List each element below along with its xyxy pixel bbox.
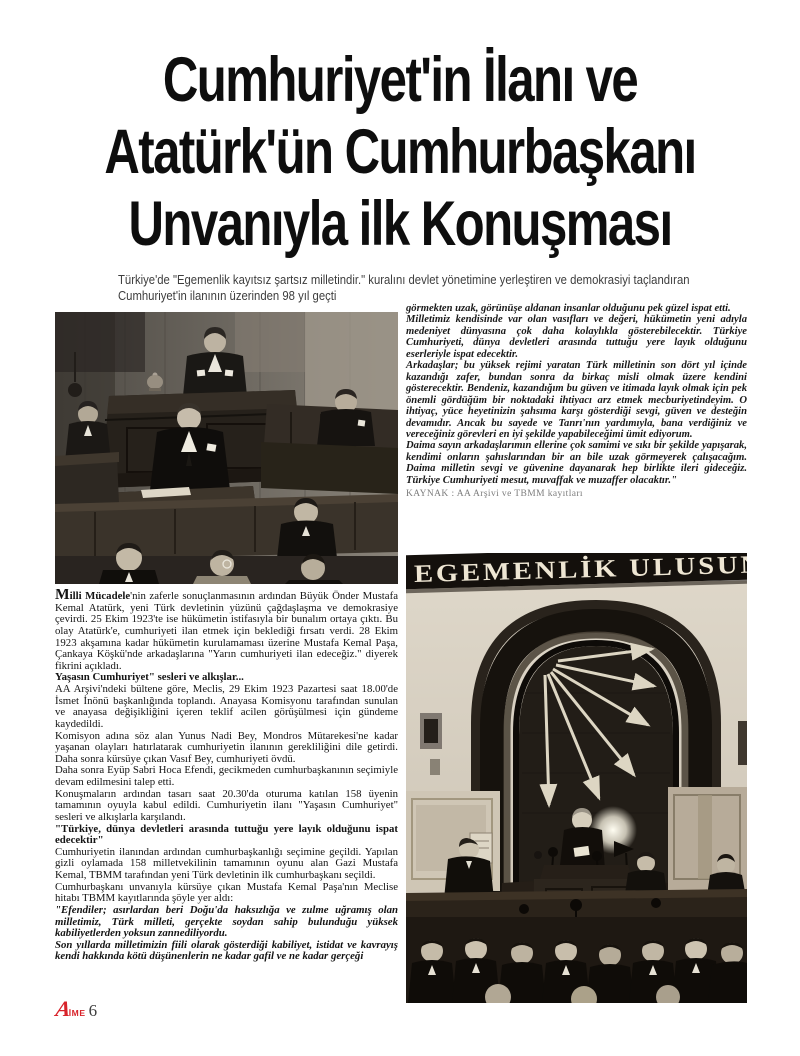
audience-rows (406, 917, 747, 1003)
article-subhead: Yaşasın Cumhuriyet" sesleri ve alkışlar... (55, 671, 244, 684)
drop-cap: M (55, 589, 70, 603)
logo-text: İME (68, 1008, 86, 1018)
rostrum-photo-illustration (406, 553, 747, 1003)
headline-line-3: Unvanıyla ilk Konuşması (128, 189, 672, 259)
assembly-photo-illustration (55, 312, 398, 584)
middle-bench-row (55, 494, 398, 560)
article-subhead: "Türkiye, dünya devletleri arasında tuttuğu yere layık olduğunu ispat edecektir" (55, 822, 398, 847)
lead-bold-text: illi Mücadele (69, 590, 131, 602)
article-paragraph: Komisyon adına söz alan Yunus Nadi Bey, Mondros Mütarekesi'ne kadar yaşanan olayları hatırlatarak cumhuriyetin ilanının gerekliliğini dile getirdi. Daha sonra kürsüye çıkan Vasıf Bey, cumhuriyeti övdü. (55, 729, 398, 765)
photo-egemenlik-rostrum (406, 553, 747, 1003)
article-paragraph: AA Arşivi'ndeki bültene göre, Meclis, 29 Ekim 1923 Pazartesi saat 18.00'de İsmet İnönü başkanlığında toplandı. Anayasa Komisyonu tarafından sunulan ve anayasa değişikliğini içeren teklif acilen görüşülmesi için gündeme kaydedildi. (55, 683, 398, 730)
article-paragraph: Konuşmaların ardından tasarı saat 20.30'da oturuma katılan 158 üyenin tamamının oyuyla kabul edildi. Cumhuriyetin ilanı "Yaşasın Cumhuriyet" sesleri ve alkışlarla karşılandı. (55, 787, 398, 823)
article-column (55, 589, 398, 991)
speech-paragraph: Daima sayın arkadaşlarımın ellerine çok samimi ve sıkı bir şekilde yapışarak, kendimi onların şahıslarından bir an bile uzak görmeyerek çalışacağım. Daima milletin sevgi ve güvenine dayanarak hep birlikte ileri gideceğiz. Türkiye Cumhuriyeti mesut, muvaffak ve muzaffer olacaktır." (406, 440, 747, 486)
page-number: 6 (88, 1001, 98, 1020)
article-paragraph: Cumhurbaşkanı unvanıyla kürsüye çıkan Mustafa Kemal Paşa'nın Meclise hitabı TBMM kayıtlarında şöyle yer aldı: (55, 880, 398, 905)
photo-assembly-session (55, 312, 398, 584)
speech-quote-paragraph: Son yıllarda milletimizin fiili olarak gösterdiği kabiliyet, istidat ve kavrayış kendi hakkında kötü düşünenlerin ne kadar gafil ve ne kadar gerçeği (55, 938, 398, 963)
aime-logo-icon: A (54, 996, 73, 1021)
publication-logo (54, 996, 98, 1021)
headline-line-1: Cumhuriyet'in İlanı ve (162, 45, 638, 115)
article-lead-paragraph (55, 589, 398, 672)
speech-column (406, 303, 747, 500)
speech-quote-paragraph: "Efendiler; asırlardan beri Doğu'da haksızlığa ve zulme uğramış olan milletimiz, Türk milleti, gerçekte soydan sahip bulunduğu yüksek kabiliyetlerden yoksun zannediliyordu. (55, 903, 398, 940)
lead-rest-text: 'nin zaferle sonuçlanmasının ardından Büyük Önder Mustafa Kemal Atatürk, yeni Türk devletinin yüzünü çağdaşlaşma ve demokrasiye çevirdi. 25 Ekim 1923'te ise hükümetin istifasıyla bir bunalım ortaya çıktı. Bu olay Atatürk'e, cumhuriyeti ilan etmek için beklediği fırsatı verdi. 28 Ekim 1923 akşamına kadar hükümetin kurulamaması üzerine Mustafa Kemal Paşa, Çankaya Köşkü'nde arkadaşlarına "Yarın cumhuriyeti ilan edeceğiz." diyerek fikrini açıkladı. (55, 590, 398, 672)
standfirst: Türkiye'de "Egemenlik kayıtsız şartsız milletindir." kuralını devlet yönetimine yerleştiren ve demokrasiyi taçlandıran Cumhuriyet'in ilanının üzerinden 98 yıl geçti (118, 272, 690, 303)
speech-paragraph: Arkadaşlar; bu yüksek rejimi yaratan Türk milletinin son dört yıl içinde kazandığı zafer, bundan sonra da birkaç misli olmak üzere kendini gösterecektir. Bendeniz, kazandığım bu güven ve itimada layık olmak için pek önemli gördüğüm bir noktadaki ihtiyacı arz etmek mecburiyetindeyim. O ihtiyaç, yüce heyetinizin şahsıma karşı gösterdiği sevgi, güven ve desteğin devamıdır. Ancak bu sayede ve Tanrı'nın yardımıyla, bana verdiğiniz ve vereceğiniz görevleri en iyi şekilde yapabileceğimi ümit ediyorum. (406, 360, 747, 440)
article-paragraph: Cumhuriyetin ilanından ardından cumhurbaşkanlığı seçimine geçildi. Yapılan gizli oylamada 158 milletvekilinin tamamının oyunu alan Gazi Mustafa Kemal, TBMM tarafından yeni Türk devletinin ilk cumhurbaşkanı seçildi. (55, 845, 398, 881)
headline-line-2: Atatürk'ün Cumhurbaşkanı (104, 117, 696, 187)
article-paragraph: Daha sonra Eyüp Sabri Hoca Efendi, gecikmeden cumhurbaşkanının seçimiyle devam edilmesini talep etti. (55, 764, 398, 788)
page-title (0, 44, 800, 260)
speech-paragraph: görmekten uzak, görünüşe aldanan insanlar olduğunu pek güzel ispat etti. (406, 303, 731, 314)
speech-paragraph: Milletimiz kendisinde var olan vasıfları ve değeri, hükümetin yeni adıyla medeniyet dünyasına çok daha kolaylıkla gösterebilecektir. Türkiye Cumhuriyeti, dünya devletleri arasında tuttuğu yere layık olduğunu eserleriyle ispat edecektir. (406, 314, 747, 360)
banner-text: EGEMENLİK ULUSUN (413, 553, 721, 589)
source-caption: KAYNAK : AA Arşivi ve TBMM kayıtları (406, 489, 583, 500)
